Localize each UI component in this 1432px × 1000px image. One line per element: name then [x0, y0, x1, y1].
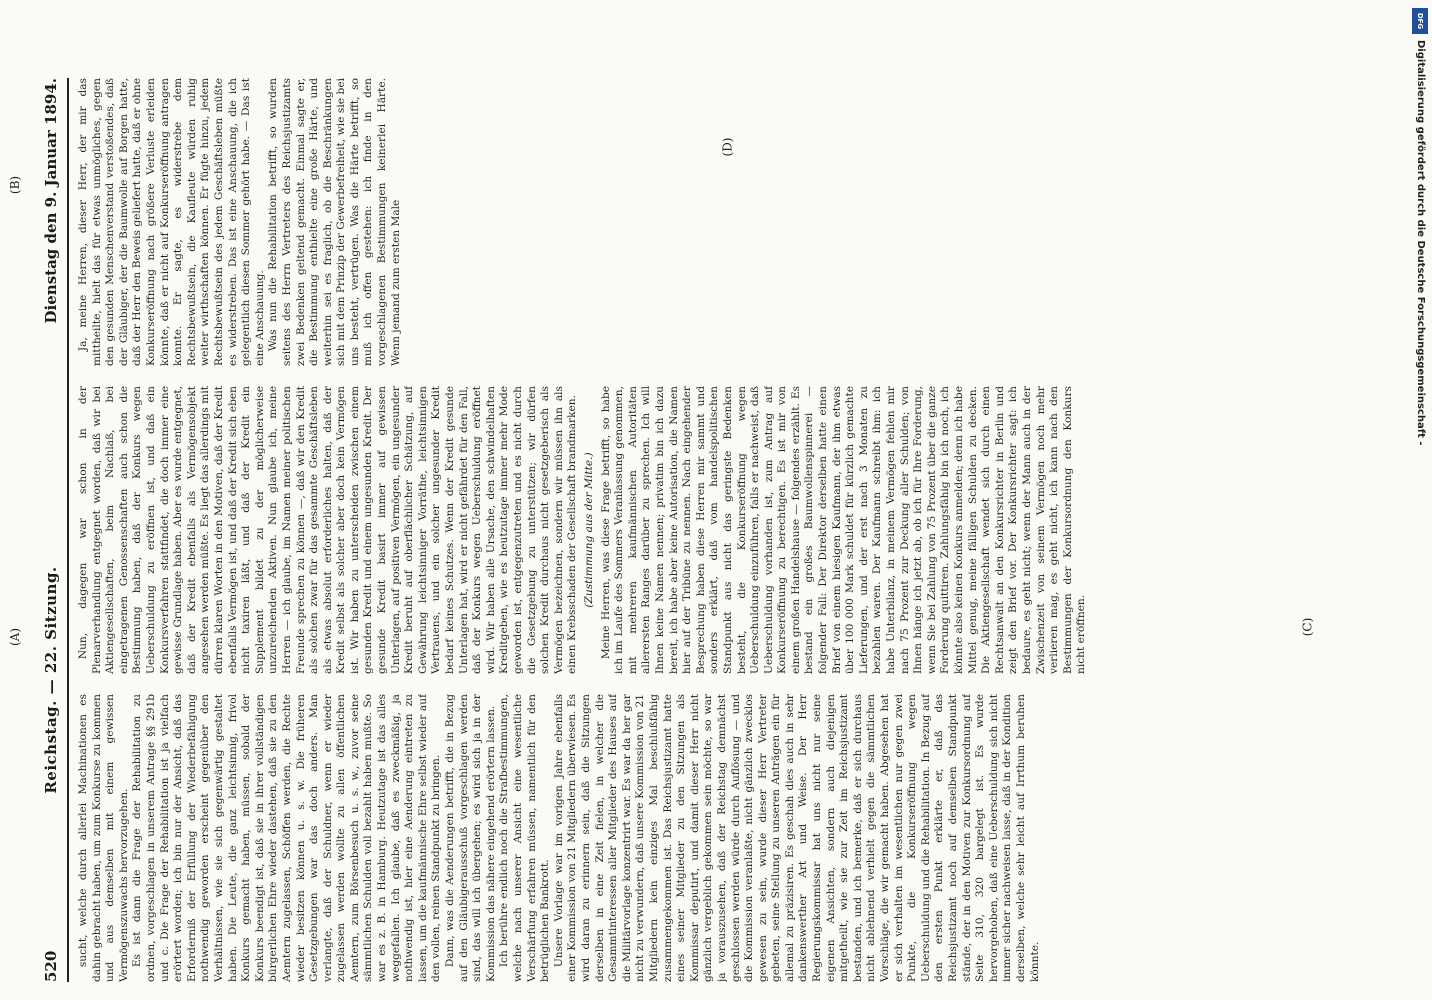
rotated-newspaper-page	[32, 60, 1382, 1000]
digitization-stamp	[1410, 40, 1428, 600]
digitization-stamp-text: Digitalisierung gefördert durch die Deutsche Forschungsgemeinschaft -	[1415, 40, 1426, 446]
dfg-logo-text: DFG	[1416, 12, 1424, 30]
paragraph: Meine Herren, was diese Frage betrifft, so habe ich im Laufe des Sommers Veranlassung genommen, mit mehreren kaufmännischen Autoritäten allerersten Ranges darüber zu sprechen. Ich will Ihnen keine Namen nennen; privatim bin ich dazu bereit, ich habe aber keine Autorisation, die Namen hier auf der Tribüne zu nennen. Nach eingehender Besprechung haben diese Herren mir sammt und sonders erklärt, daß vom handelspolitischen Standpunkt aus nicht das geringste Bedenken besteht, die Konkurseröffnung wegen Ueberschuldung einzuführen, falls er nachweist, daß Ueberschuldung vorhanden ist, zum Antrag auf Konkurseröffnung zu berechtigen. Es ist mir von einem großen Handelshause — folgendes erzählt. Es bestand ein großes Baumwollenspinnerei — folgender Fall: Der Direktor derselben hatte einen Brief von einem hiesigen Kaufmann, der ihm etwas über 100 000 Mark schuldet für kürzlich gemachte Lieferungen, und der erst nach 3 Monaten zu bezahlen waren. Der Kaufmann schreibt ihm: ich habe Unterbilanz, in meinem Vermögen fehlen mir nach 75 Prozent zur Deckung aller Schulden; von Ihnen hänge ich jetzt ab, ob ich für Ihre Forderung, wenn Sie bei Zahlung von 75 Prozent über die ganze Forderung quittiren. Zahlungsfähig bin ich noch, ich könnte also keinen Konkurs anmelden; denn ich habe Mittel genug, meine fälligen Schulden zu decken. Die Aktiengesellschaft wendet sich durch einen Rechtsanwalt an den Konkursrichter in Berlin und zeigt den Brief vor. Der Konkursrichter sagt: ich bedaure, es geht nicht; wenn der Mann auch in der Zwischenzeit von seinem Vermögen noch mehr verlieren mag, es geht nicht, ich kann nach den Bestimmungen der Konkursordnung den Konkurs nicht eröffnen.	[599, 386, 1088, 674]
paragraph: Dann, was die Aenderungen betrifft, die in Bezug auf den Gläubigerausschuß vorgeschlagen werden sind, das will ich übergehen; es wird sich ja in der Kommission das nähere eingehend erörtern lassen.	[444, 694, 497, 982]
dfg-logo	[1412, 8, 1428, 34]
paragraph: Nun, dagegen war schon in der Plenarverhandlung entgegnet worden, daß wir bei Aktiengesellschaften, beim Nachlaß, bei eingetragenen Genossenschaften auch schon die Bestimmung haben, daß der Konkurs wegen Ueberschuldung zu eröffnen ist, und daß ein Konkursverfahren stattfindet, die doch immer eine gewisse Grundlage haben. Aber es wurde entgegnet, daß der Kredit ebenfalls als Vermögensobjekt angesehen werden müßte. Es liegt das allerdings mit dürren klaren Worten in den Motiven, daß der Kredit ebenfalls Vermögen ist, und daß der Kredit sich eben nicht taxiren läßt, und daß der Kredit ein Supplement bildet zu der möglicherweise unzureichenden Aktiven. Nun glaube ich, meine Herren — ich glaube, im Namen meiner politischen Freunde sprechen zu können —, daß wir den Kredit als solchen zwar für das gesammte Geschäftsleben als etwas absolut erforderliches halten, daß der Kredit selbst als solcher aber doch kein Vermögen ist. Wir haben zu unterscheiden zwischen einem gesunden Kredit und einem ungesunden Kredit. Der gesunde Kredit basirt immer auf gewissen Unterlagen, auf positiven Vermögen, ein ungesunder Kredit beruht auf oberflächlicher Schätzung, auf Gewährung leichtsinniger Vorräthe, leichtsinnigen Vertrauens, und ein solcher ungesunder Kredit bedarf keines Schutzes. Wenn der Kredit gesunde Unterlagen hat, wird er nicht gefährdet für den Fall, daß der Konkurs wegen Ueberschuldung eröffnet wird. Wir haben alle Ursache, den schwindelhaften Kreditgeben, wie es heutzutage immer mehr Mode geworden ist, entgegenzutreten und es nicht durch die Gesetzgebung zu unterstützen; wir dürfen solchen Kredit durchaus nicht gesetzgeberisch als Vermögen bezeichnen, sondern wir müssen ihn als einen Krebsschaden der Gesellschaft brandmarken.	[77, 386, 579, 674]
page-date: Dienstag den 9. Januar 1894.	[42, 78, 60, 324]
running-header	[42, 78, 69, 982]
page-number: 520	[42, 950, 60, 982]
paragraph: (Zustimmung aus der Mitte.)	[582, 452, 595, 608]
margin-marker-d: (D)	[720, 137, 735, 157]
paragraph: Ich berühre endlich noch die Strafbestimmungen, welche nach unserer Ansicht eine wesentliche Verschärfung erfahren müssen, namentlich für den betrüglichen Bankrott.	[498, 694, 552, 982]
text-columns	[77, 78, 1367, 982]
margin-marker-a: (A)	[8, 627, 23, 647]
paragraph: Unsere Vorlage war im vorigen Jahre ebenfalls einer Kommission von 21 Mitgliedern überwiesen. Es wird daran zu erinnern sein, daß die Sitzungen derselben in eine Zeit fielen, in welcher die Gesammtinteressen aller Mitglieder des Hauses auf die Militärvorlage konzentrirt war. Es war da her gar nicht zu verwundern, daß unsere Kommission von 21 Mitgliedern kein einziges Mal beschlußfähig zusammengekommen ist. Das Reichsjustizamt hatte eines seiner Mitglieder zu den Sitzungen als Kommissar deputirt, und damit dieser Herr nicht gänzlich vergeblich gekommen sein möchte, so war ja vorauszusehen, daß der Reichstag demnächst geschlossen werden würde durch Auflösung — und die Kommission veranlaßte, nicht gänzlich zwecklos gewesen zu sein, wurde dieser Herr Vertreter gebeten, seine Stellung zu unseren Anträgen ein für allemal zu präzisiren. Es geschah dies auch in sehr dankenswerther Art und Weise. Der Herr Regierungskommissar hat uns nicht nur seine eigenen Ansichten, sondern auch diejenigen mitgetheilt, wie sie zur Zeit im Reichsjustizamt bestanden, und ich bemerke, daß er sich durchaus nicht ablehnend verhielt gegen die sämmtlichen Vorschläge, die wir gemacht haben. Abgesehen hat er sich verhalten im wesentlichen nur gegen zwei Punkte, die Konkurseröffnung wegen Ueberschuldung und die Rehabilitation. In Bezug auf den ersten Punkt erklärte er, daß das Reichsjustizamt noch auf demselben Standpunkt stände, der in den Motiven zur Konkursordnung auf Seite 310, 320 bargelegt ist. Es wurde hervorgehoben, daß eine Ueberschuldung sich nicht immer sicher nachweisen lasse, daß in der Kondition derselben, welche sehr leicht auf Irrthum beruhen könnte.	[552, 694, 1041, 982]
page-title: Reichstag. — 22. Sitzung.	[42, 566, 60, 794]
margin-marker-b: (B)	[8, 175, 23, 195]
paragraph: Was nun die Rehabilitation betrifft, so wurden seitens des Herrn Vertreters des Reichsjustizamts zwei Bedenken geltend gemacht. Einmal sagte er, die Bestimmung enthielte eine große Härte, und weiterhin sei es fraglich, ob die Beschränkungen sich mit dem Prinzip der Gewerbefreiheit, wie sie bei uns besteht, vertrügen. Was die Härte betrifft, so muß ich offen gestehen: ich finde in den vorgeschlagenen Bestimmungen keinerlei Härte. Wenn jemand zum ersten Male	[267, 78, 402, 366]
margin-marker-c: (C)	[1300, 617, 1315, 637]
column-2	[77, 386, 1367, 674]
column-1	[77, 694, 1367, 982]
paragraph: sucht, welche durch allerlei Machinationen es dahin gebracht haben, um zum Konkurse zu kommen und aus demselben mit einem gewissen Vermögenszuwachs hervorzugehen.	[77, 694, 130, 982]
column-3	[77, 78, 1367, 366]
paragraph: Ja, meine Herren, dieser Herr, der mir das mittheilte, hielt das für etwas unmögliches, gegen den gesunden Menschenverstand verstoßendes, daß der Gläubiger, der die Baumwolle auf Borgen hatte, daß der Herr den Beweis geliefert hatte, daß er ohne Konkurseröffnung nach größere Verluste erleiden könnte, daß er nicht auf Konkurseröffnung antragen konnte. Er sagte, es widerstrebe dem Rechtsbewußtsein, die Kaufleute würden ruhig weiter wirthschaften können. Er fügte hinzu, jedem Rechtsbewußtsein des jedem Geschäftsleben müßte es widerstreben. Das ist eine Anschauung, die ich gelegentlich diesen Sommer gehört habe. — Das ist eine Anschauung.	[77, 78, 266, 366]
paragraph: Es ist dann die Frage der Rehabilitation zu ordnen, vorgeschlagen in unserem Antrage §§ 291b und c. Die Frage der Rehabilitation ist ja vielfach erörtert worden; ich bin nur der Ansicht, daß das Erforderniß der Erfüllung der Wiederbefähigung nothwendig geworden erscheint gegenüber den Verhältnissen, wie sie sich gegenwärtig gestaltet haben. Die Leute, die ganz leichtsinnig, frivol Konkurs gemacht haben, müssen, sobald der Konkurs beendigt ist, daß sie in ihrer vollständigen bürgerlichen Ehre wieder dastehen, daß sie zu den Aemtern zugelassen, Schöffen werden, die Rechte wieder besitzen können u. s. w. Die früheren Gesetzgebungen war das doch anders. Man verlangte, daß der Schuldner, wenn er wieder zugelassen werden wollte zu allen öffentlichen Aemtern, zum Börsenbesuch u. s. w., zuvor seine sämmtlichen Schulden voll bezahlt haben mußte. So war es z. B. in Hamburg. Heutzutage ist das alles weggefallen. Ich glaube, daß es zweckmäßig, ja nothwendig ist, hier eine Aenderung eintreten zu lassen, um die kaufmännische Ehre selbst wieder auf den vollen, reinen Standpunkt zu bringen.	[131, 694, 443, 982]
